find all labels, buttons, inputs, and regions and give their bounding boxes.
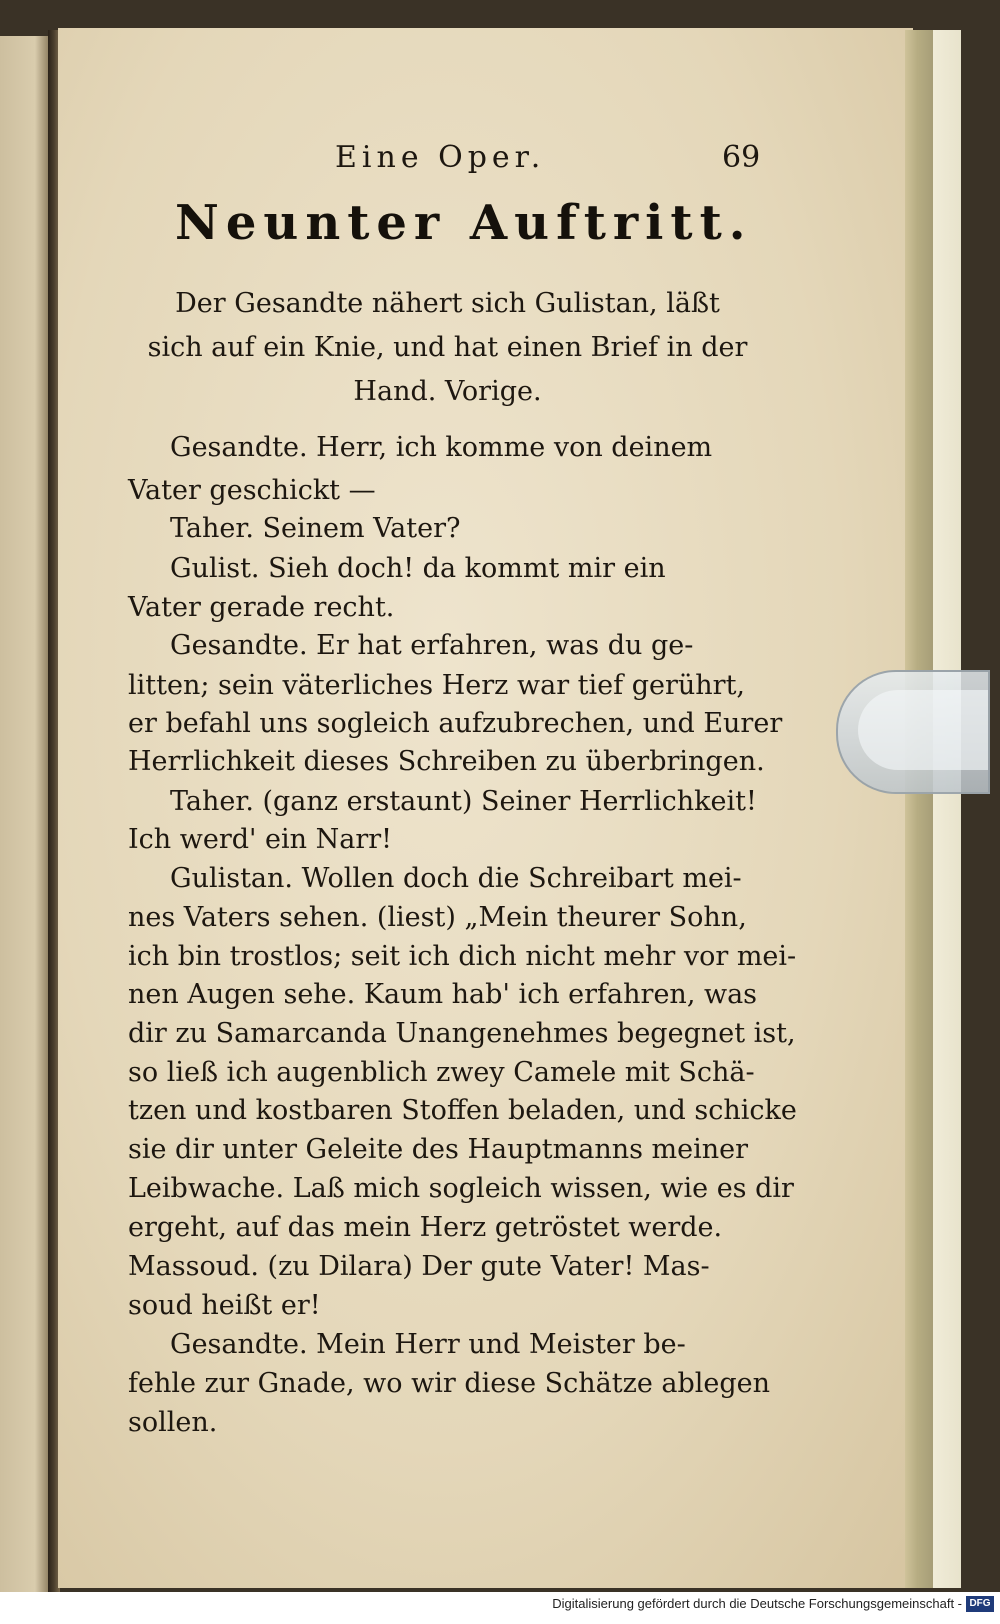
- text-line: Gesandte. Er hat erfahren, was du ge-: [170, 630, 694, 661]
- left-page-edge: [0, 36, 50, 1592]
- text-line: ergeht, auf das mein Herz getröstet werde.: [128, 1212, 723, 1243]
- text-line: litten; sein väterliches Herz war tief gerührt,: [128, 670, 746, 701]
- stage-direction-line: Hand. Vorige.: [353, 376, 542, 407]
- text-line: Gulistan. Wollen doch die Schreibart mei-: [170, 863, 742, 894]
- text-line: Herrlichkeit dieses Schreiben zu überbringen.: [128, 746, 765, 777]
- clip-holder-highlight: [858, 690, 988, 770]
- text-line: er befahl uns sogleich aufzubrechen, und Eurer: [128, 708, 783, 739]
- text-line: so ließ ich augenblich zwey Camele mit Schä-: [128, 1057, 755, 1088]
- text-line: dir zu Samarcanda Unangenehmes begegnet ist,: [128, 1018, 796, 1049]
- stage-direction: [130, 282, 765, 414]
- text-line: soud heißt er!: [128, 1290, 321, 1321]
- text-line: Gesandte. Herr, ich komme von deinem: [170, 432, 713, 463]
- text-line: Vater gerade recht.: [128, 592, 395, 623]
- dfg-logo-icon: DFG: [966, 1596, 994, 1612]
- text-line: nen Augen sehe. Kaum hab' ich erfahren, was: [128, 979, 758, 1010]
- page-stack-edge-light: [933, 30, 961, 1588]
- text-line: fehle zur Gnade, wo wir diese Schätze ablegen: [128, 1368, 771, 1399]
- running-head: Eine Oper.: [335, 140, 546, 175]
- text-line: Taher. Seinem Vater?: [170, 513, 461, 544]
- text-line: Vater geschickt —: [128, 475, 376, 506]
- text-line: sie dir unter Geleite des Hauptmanns meiner: [128, 1134, 749, 1165]
- scene-heading: Neunter Auftritt.: [175, 195, 753, 251]
- text-line: sollen.: [128, 1407, 218, 1438]
- text-line: Taher. (ganz erstaunt) Seiner Herrlichkeit!: [170, 786, 757, 817]
- page-stack-edge: [905, 30, 935, 1588]
- text-line: Gulist. Sieh doch! da kommt mir ein: [170, 553, 666, 584]
- text-line: ich bin trostlos; seit ich dich nicht mehr vor mei-: [128, 941, 797, 972]
- text-line: nes Vaters sehen. (liest) „Mein theurer Sohn,: [128, 902, 747, 933]
- stage-direction-line: sich auf ein Knie, und hat einen Brief in der: [147, 332, 748, 363]
- stage-direction-line: Der Gesandte nähert sich Gulistan, läßt: [175, 288, 720, 319]
- text-line: tzen und kostbaren Stoffen beladen, und schicke: [128, 1095, 797, 1126]
- page-number: 69: [722, 140, 761, 175]
- text-line: Leibwache. Laß mich sogleich wissen, wie es dir: [128, 1173, 794, 1204]
- text-line: Massoud. (zu Dilara) Der gute Vater! Mas-: [128, 1251, 710, 1282]
- text-line: Gesandte. Mein Herr und Meister be-: [170, 1329, 686, 1360]
- funding-credit: Digitalisierung gefördert durch die Deutsche Forschungsgemeinschaft -: [552, 1596, 962, 1611]
- footer-bar: [0, 1592, 1000, 1624]
- text-line: Ich werd' ein Narr!: [128, 824, 393, 855]
